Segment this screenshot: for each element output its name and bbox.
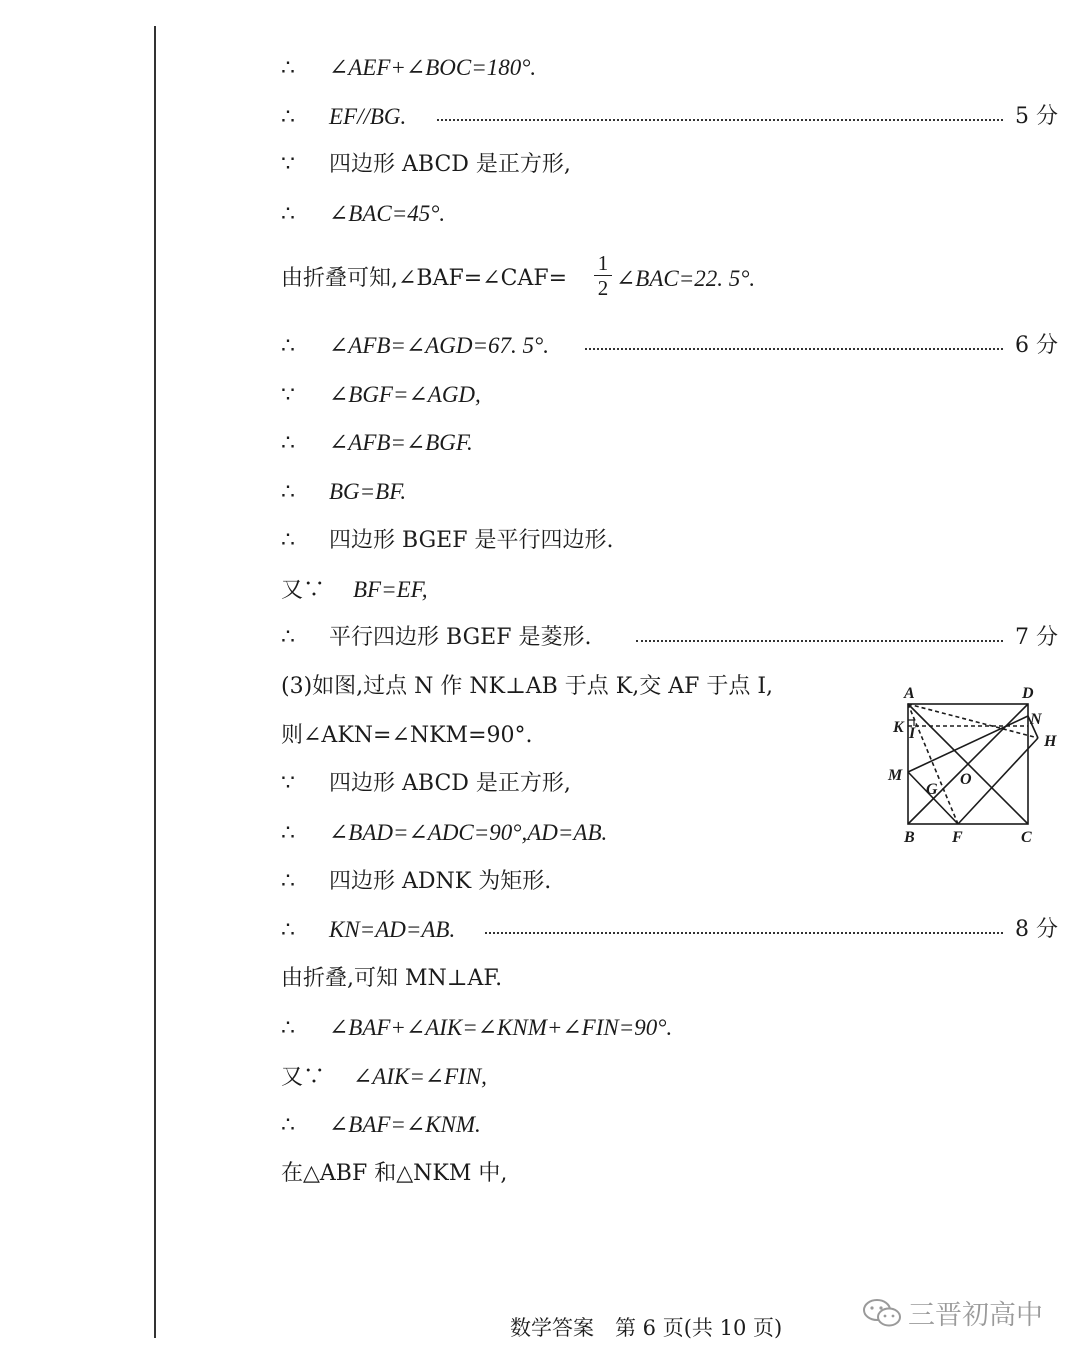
proof-text: 四边形 ABCD 是正方形, (329, 771, 571, 796)
proof-text: ∠BAF=∠KNM. (329, 1112, 481, 1137)
proof-text: ∠AFB=∠AGD=67. 5°. (329, 333, 549, 358)
label-m: M (888, 767, 903, 784)
label-b: B (904, 829, 915, 846)
label-g: G (926, 781, 938, 798)
dotted-leader (585, 348, 1003, 350)
proof-text: ∠BAF+∠AIK=∠KNM+∠FIN=90°. (329, 1015, 673, 1040)
label-c: C (1021, 829, 1032, 846)
proof-text: 由折叠可知,∠BAF=∠CAF= (281, 266, 568, 291)
proof-line (281, 1160, 507, 1188)
proof-text: 四边形 ABCD 是正方形, (329, 152, 571, 177)
proof-text: BF=EF, (353, 577, 428, 602)
proof-line (281, 527, 613, 555)
proof-symbol: ∴ (281, 105, 295, 130)
proof-text: (3)如图,过点 N 作 NK⊥AB 于点 K,交 AF 于点 I, (281, 674, 774, 699)
proof-line (281, 429, 473, 458)
proof-text: EF//BG. (329, 104, 407, 129)
proof-line (281, 103, 406, 132)
proof-line (281, 624, 591, 652)
proof-line (281, 54, 536, 83)
proof-symbol: ∴ (281, 1113, 295, 1138)
label-k: K (893, 719, 904, 736)
proof-text: BG=BF. (329, 479, 407, 504)
proof-text: ∠BGF=∠AGD, (329, 382, 481, 407)
proof-line-continued (616, 265, 755, 294)
proof-symbol: ∴ (281, 869, 295, 894)
label-o: O (960, 771, 972, 788)
score-label: 8 分 (1015, 917, 1058, 942)
proof-symbol: ∴ (281, 480, 295, 505)
proof-text: 四边形 ADNK 为矩形. (329, 869, 552, 894)
proof-line (281, 868, 551, 896)
proof-symbol: ∴ (281, 431, 295, 456)
proof-symbol: ∴ (281, 334, 295, 359)
proof-line (281, 916, 455, 945)
proof-symbol: ∵ (281, 383, 295, 408)
proof-text: 由折叠,可知 MN⊥AF. (281, 966, 503, 991)
score-label: 7 分 (1015, 625, 1058, 650)
fraction-denominator: 2 (597, 276, 609, 300)
label-a: A (904, 685, 915, 702)
page-margin-line (154, 26, 156, 1338)
proof-line (281, 265, 567, 293)
score-label: 6 分 (1015, 333, 1058, 358)
proof-line (281, 381, 481, 410)
label-h: H (1044, 733, 1057, 750)
watermark-text: 三晋初高中 (908, 1300, 1043, 1331)
proof-text: ∠BAC=22. 5°. (616, 266, 756, 291)
proof-symbol: ∵ (281, 771, 295, 796)
geometry-figure (884, 680, 1064, 850)
label-i: I (909, 725, 916, 742)
proof-text: ∠BAC=45°. (329, 201, 446, 226)
dotted-leader (437, 119, 1003, 121)
proof-text: KN=AD=AB. (329, 917, 456, 942)
proof-symbol: ∴ (281, 202, 295, 227)
proof-line (281, 1111, 481, 1140)
proof-line (281, 151, 571, 179)
proof-text: ∠AFB=∠BGF. (329, 430, 473, 455)
proof-line (281, 1014, 672, 1043)
proof-symbol: ∴ (281, 821, 295, 846)
proof-line (281, 478, 406, 507)
proof-symbol: 又∵ (281, 578, 326, 603)
page-footer: 数学答案 第 6 页(共 10 页) (510, 1316, 783, 1340)
proof-symbol: ∴ (281, 528, 295, 553)
proof-line (281, 200, 445, 229)
label-f: F (952, 829, 963, 846)
fraction-one-half (594, 252, 612, 299)
proof-line (281, 819, 607, 848)
wechat-icon (862, 1297, 902, 1329)
dotted-leader (485, 932, 1003, 934)
wechat-watermark (862, 1293, 1043, 1332)
proof-text: ∠AEF+∠BOC=180°. (329, 55, 537, 80)
proof-text: 四边形 BGEF 是平行四边形. (329, 528, 614, 553)
proof-symbol: ∴ (281, 1016, 295, 1041)
proof-line (281, 1063, 487, 1092)
label-d: D (1022, 685, 1034, 702)
proof-text: 平行四边形 BGEF 是菱形. (329, 625, 592, 650)
label-n: N (1030, 711, 1042, 728)
proof-symbol: ∴ (281, 625, 295, 650)
score-label: 5 分 (1015, 104, 1058, 129)
proof-symbol: ∴ (281, 918, 295, 943)
proof-line (281, 673, 773, 701)
proof-line (281, 770, 571, 798)
proof-line (281, 722, 533, 750)
proof-line (281, 332, 549, 361)
proof-symbol: 又∵ (281, 1065, 326, 1090)
proof-text: ∠AIK=∠FIN, (353, 1064, 487, 1089)
segment-af (908, 704, 958, 824)
proof-line (281, 576, 428, 605)
proof-text: ∠BAD=∠ADC=90°,AD=AB. (329, 820, 608, 845)
dotted-leader (636, 640, 1003, 642)
proof-symbol: ∴ (281, 56, 295, 81)
fraction-numerator: 1 (597, 251, 609, 275)
proof-symbol: ∵ (281, 152, 295, 177)
proof-text: 则∠AKN=∠NKM=90°. (281, 723, 533, 748)
proof-text: 在△ABF 和△NKM 中, (281, 1161, 508, 1186)
proof-line (281, 965, 502, 993)
